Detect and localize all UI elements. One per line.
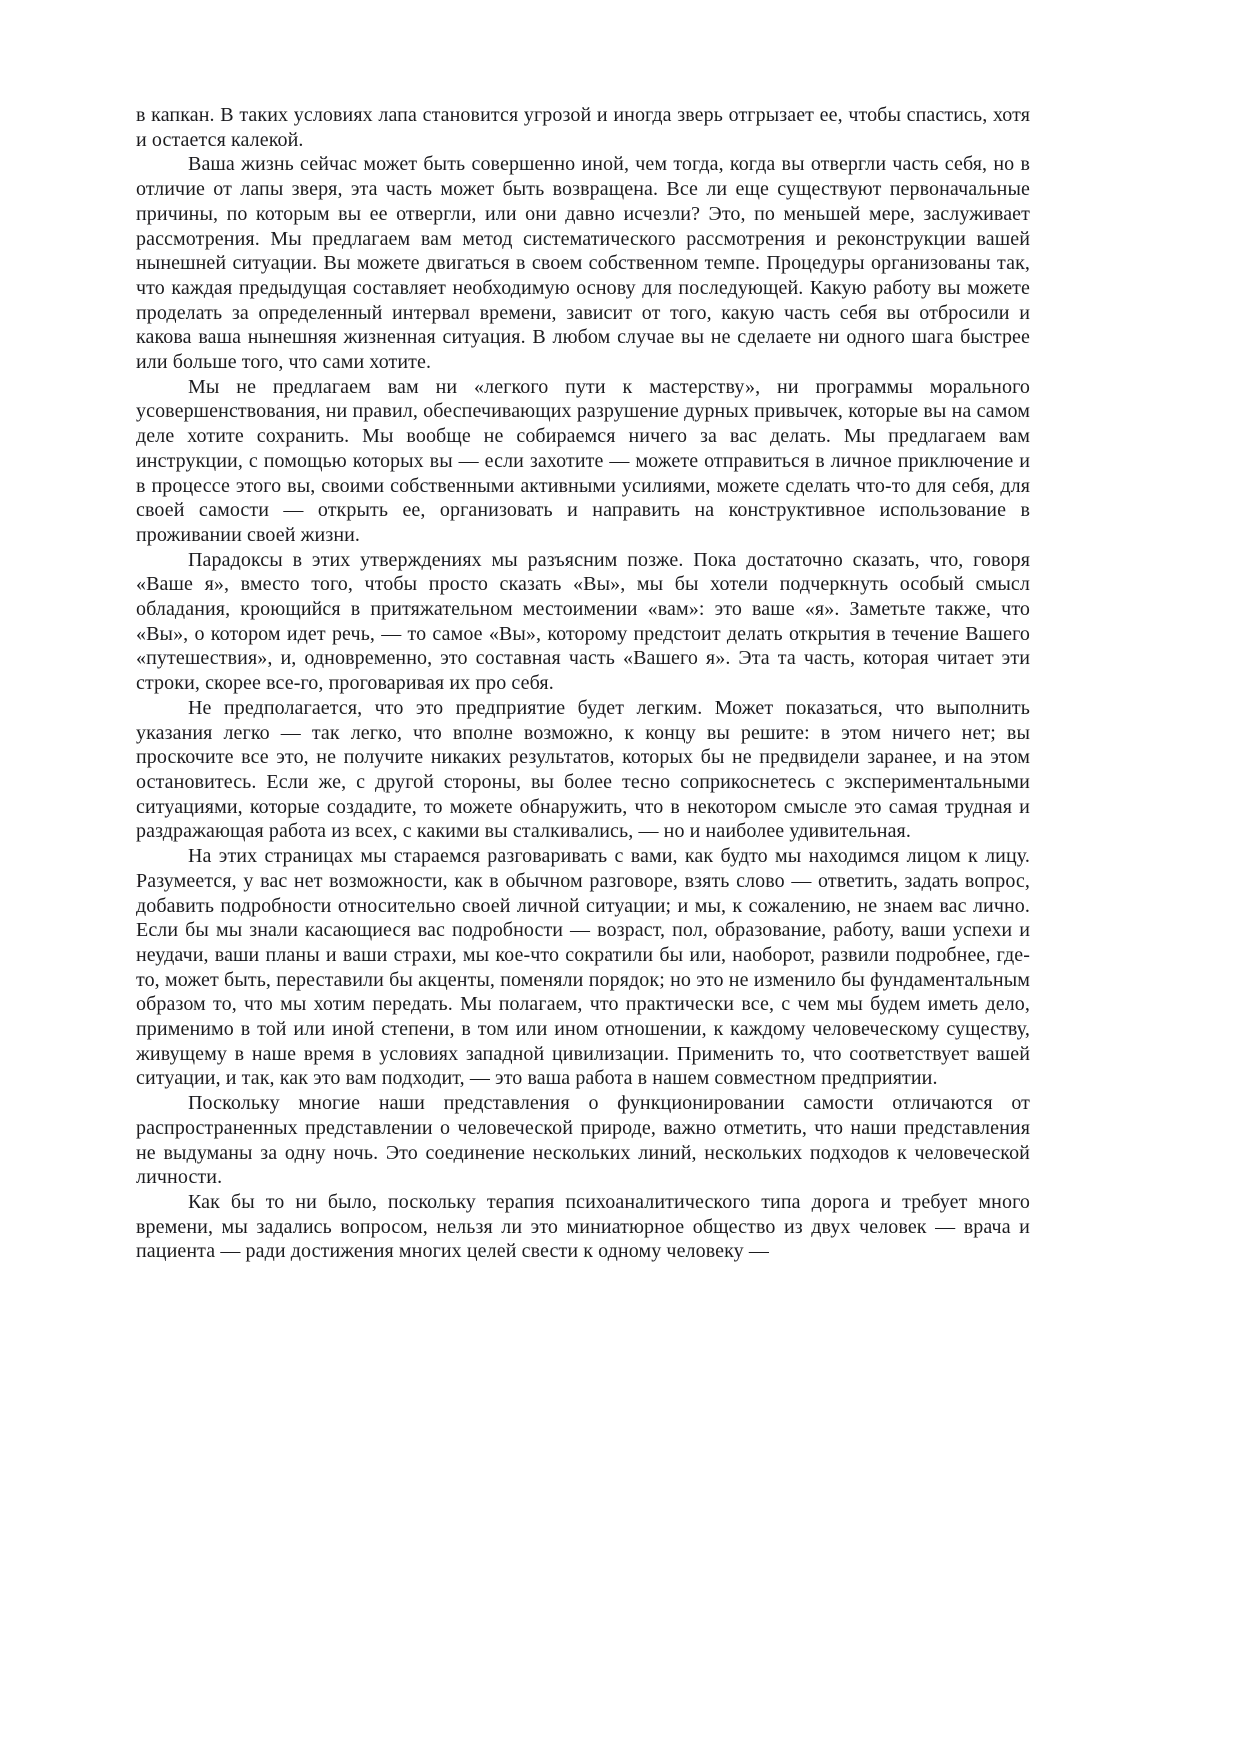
paragraph: На этих страницах мы стараемся разговаривать с вами, как будто мы находимся лицом к лицу. Разумеется, у вас нет возможности, как в обычном разговоре, взять слово — ответить, задать вопрос, добавить подробности относительно своей личной ситуации; и мы, к сожалению, не знаем вас лично. Если бы мы знали касающиеся вас подробности — возраст, пол, образование, работу, ваши успехи и неудачи, ваши планы и ваши страхи, мы кое-что сократили бы или, наоборот, развили подробнее, где-то, может быть, переставили бы акценты, поменяли порядок; но это не изменило бы фундаментальным образом то, что мы хотим передать. Мы полагаем, что практически все, с чем мы будем иметь дело, применимо в той или иной степени, в том или ином отношении, к каждому человеческому существу, живущему в наше время в условиях западной цивилизации. Применить то, что соответствует вашей ситуации, и так, как это вам подходит, — это ваша работа в нашем совместном предприятии.: [136, 845, 1030, 1090]
paragraph: Парадоксы в этих утверждениях мы разъясним позже. Пока достаточно сказать, что, говоря «Ваше я», вместо того, чтобы просто сказать «Вы», мы бы хотели подчеркнуть особый смысл обладания, кроющийся в притяжательном местоимении «вам»: это ваше «я». Заметьте также, что «Вы», о котором идет речь, — то самое «Вы», которому предстоит делать открытия в течение Вашего «путешествия», и, одновременно, это составная часть «Вашего я». Эта та часть, которая читает эти строки, скорее все-го, проговаривая их про себя.: [136, 548, 1030, 695]
paragraph: в капкан. В таких условиях лапа становится угрозой и иногда зверь отгрызает ее, чтобы спастись, хотя и остается калекой.: [136, 104, 1030, 151]
paragraph: Ваша жизнь сейчас может быть совершенно иной, чем тогда, когда вы отвергли часть себя, но в отличие от лапы зверя, эта часть может быть возвращена. Все ли еще существуют первоначальные причины, по которым вы ее отвергли, или они давно исчезли? Это, по меньшей мере, заслуживает рассмотрения. Мы предлагаем вам метод систематического рассмотрения и реконструкции вашей нынешней ситуации. Вы можете двигаться в своем собственном темпе. Процедуры организованы так, что каждая предыдущая составляет необходимую основу для последующей. Какую работу вы можете проделать за определенный интервал времени, зависит от того, какую часть себя вы отбросили и какова ваша нынешняя жизненная ситуация. В любом случае вы не сделаете ни одного шага быстрее или больше того, что сами хотите.: [136, 153, 1030, 374]
paragraph: Не предполагается, что это предприятие будет легким. Может показаться, что выполнить указания легко — так легко, что вполне возможно, к концу вы решите: в этом ничего нет; вы проскочите все это, не получите никаких результатов, которых бы не предвидели заранее, и на этом остановитесь. Если же, с другой стороны, вы более тесно соприкоснетесь с экспериментальными ситуациями, которые создадите, то можете обнаружить, что в некотором смысле это самая трудная и раздражающая работа из всех, с какими вы сталкивались, — но и наиболее удивительная.: [136, 696, 1030, 843]
paragraph: Как бы то ни было, поскольку терапия психоаналитического типа дорога и требует много времени, мы задались вопросом, нельзя ли это миниатюрное общество из двух человек — врача и пациента — ради достижения многих целей свести к одному человеку —: [136, 1190, 1030, 1263]
paragraph: Поскольку многие наши представления о функционировании самости отличаются от распространенных представлении о человеческой природе, важно отметить, что наши представления не выдуманы за одну ночь. Это соединение нескольких линий, нескольких подходов к человеческой личности.: [136, 1092, 1030, 1189]
paragraph: Мы не предлагаем вам ни «легкого пути к мастерству», ни программы морального усовершенствования, ни правил, обеспечивающих разрушение дурных привычек, которые вы на самом деле хотите сохранить. Мы вообще не собираемся ничего за вас делать. Мы предлагаем вам инструкции, с помощью которых вы — если захотите — можете отправиться в личное приключение и в процессе этого вы, своими собственными активными усилиями, можете сделать что-то для себя, для своей самости — открыть ее, организовать и направить на конструктивное использование в проживании своей жизни.: [136, 375, 1030, 546]
text-block: [136, 103, 1030, 1264]
